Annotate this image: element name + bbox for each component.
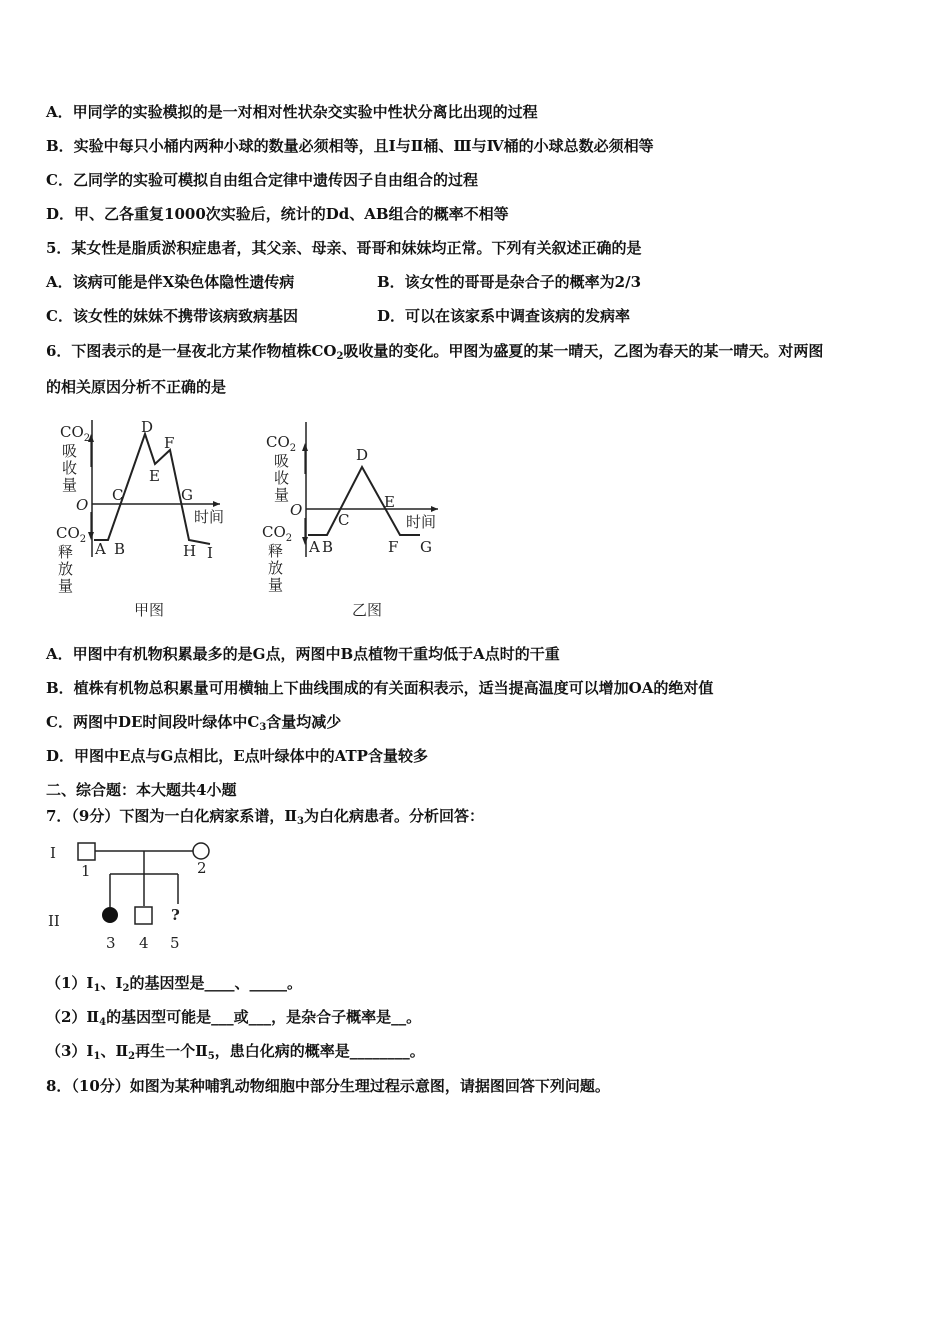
yi-co2-label: $CO_2$ [266, 433, 297, 454]
q6-stem-line1: 6．下图表示的是一昼夜北方某作物植株$CO_2$吸收量的变化。甲图为盛夏的某一晴天，乙图为春天的某一晴天。对两图 [46, 342, 824, 362]
q5-option-a: A．该病可能是伴X染色体隐性遗传病 [46, 273, 295, 291]
jia-point-e: E [149, 467, 160, 485]
jia-point-g: G [181, 486, 193, 504]
yi-release-char: 释 [268, 542, 284, 560]
yi-point-c: C [338, 511, 350, 529]
q5-stem: 5．某女性是脂质淤积症患者，其父亲、母亲、哥哥和妹妹均正常。下列有关叙述正确的是 [46, 239, 642, 257]
jia-release-char: 释 [58, 543, 74, 561]
q5-option-c: C．该女性的妹妹不携带该病致病基因 [46, 307, 298, 325]
q6-stem-line2: 的相关原因分析不正确的是 [46, 378, 227, 396]
yi-caption: 乙图 [352, 601, 383, 619]
individual-2-number: 2 [197, 859, 207, 877]
yi-point-d: D [356, 446, 369, 464]
unknown-5-symbol: ? [171, 906, 180, 924]
jia-absorb-char: 吸 [62, 442, 78, 460]
yi-absorb-char: 吸 [274, 452, 290, 470]
male-1-symbol [78, 843, 95, 860]
yi-point-f: F [388, 538, 399, 556]
q5-option-b: B．该女性的哥哥是杂合子的概率为2/3 [377, 273, 642, 291]
q7-subquestion-2: $(2)Ⅱ_4$的基因型可能是___或___，是杂合子概率是__。 [46, 1008, 422, 1028]
yi-origin: O [290, 501, 303, 519]
jia-caption: 甲图 [134, 601, 165, 619]
jia-release-char: 量 [58, 577, 74, 595]
co2-graphs-figure [50, 412, 450, 627]
individual-4-number: 4 [139, 934, 149, 952]
individual-1-number: 1 [81, 862, 91, 880]
jia-point-d: D [141, 418, 154, 436]
jia-point-c: C [112, 486, 124, 504]
jia-co2-label: $CO_2$ [60, 423, 91, 444]
section-heading: 二、综合题：本大题共4小题 [46, 781, 237, 799]
male-4-symbol [135, 907, 152, 924]
graph-yi [262, 422, 438, 619]
jia-absorb-char: 量 [62, 476, 78, 494]
q5-option-d: D．可以在该家系中调查该病的发病率 [377, 307, 631, 325]
jia-co2-release-label: $CO_2$ [56, 524, 87, 545]
female-2-symbol [193, 843, 209, 859]
graph-jia [56, 418, 224, 619]
q6-option-a: A．甲图中有机物积累最多的是G点，两图中B点植物干重均低于A点时的干重 [46, 645, 560, 663]
gen-2-label: II [48, 912, 60, 930]
q4-option-b: B．实验中每只小桶内两种小球的数量必须相等，且Ⅰ与Ⅱ桶、Ⅲ与Ⅳ桶的小球总数必须相等 [46, 137, 654, 155]
q8-stem: 8．（10分）如图为某种哺乳动物细胞中部分生理过程示意图，请据图回答下列问题。 [46, 1077, 610, 1095]
yi-absorb-char: 收 [274, 469, 290, 487]
jia-point-h: H [183, 542, 197, 560]
jia-origin: O [76, 496, 89, 514]
q6-option-c: C．两图中DE时间段叶绿体中$C_3$含量均减少 [46, 713, 342, 733]
jia-release-char: 放 [58, 560, 74, 578]
pedigree-chart [40, 836, 230, 958]
q4-option-a: A．甲同学的实验模拟的是一对相对性状杂交实验中性状分离比出现的过程 [46, 103, 538, 121]
yi-point-g: G [420, 538, 432, 556]
q6-option-b: B．植株有机物总积累量可用横轴上下曲线围成的有关面积表示，适当提高温度可以增加OA的绝对值 [46, 679, 714, 697]
jia-point-i: I [207, 544, 213, 562]
q7-subquestion-1: $(1)Ⅰ_1$、$Ⅰ_2$的基因型是____、_____。 [46, 974, 302, 994]
jia-point-f: F [164, 434, 175, 452]
q6-option-d: D．甲图中E点与G点相比，E点叶绿体中的ATP含量较多 [46, 747, 428, 765]
jia-time-label: 时间 [194, 508, 225, 526]
yi-release-char: 放 [268, 559, 284, 577]
jia-absorb-char: 收 [62, 459, 78, 477]
q4-option-d: D．甲、乙各重复1000次实验后，统计的Dd、AB组合的概率不相等 [46, 205, 509, 223]
q4-option-c: C．乙同学的实验可模拟自由组合定律中遗传因子自由组合的过程 [46, 171, 478, 189]
gen-1-label: I [50, 844, 56, 862]
yi-point-e: E [384, 493, 395, 511]
individual-5-number: 5 [170, 934, 180, 952]
yi-point-a: A [309, 538, 320, 556]
affected-female-3-symbol [102, 907, 118, 923]
yi-absorb-char: 量 [274, 486, 290, 504]
yi-release-char: 量 [268, 576, 284, 594]
yi-co2-release-label: $CO_2$ [262, 523, 293, 544]
jia-point-a: A [95, 540, 106, 558]
individual-3-number: 3 [106, 934, 116, 952]
jia-point-b: B [114, 540, 126, 558]
yi-time-label: 时间 [406, 513, 437, 531]
q7-subquestion-3: $(3)Ⅰ_1$、$Ⅱ_2$再生一个$Ⅱ_5$，患白化病的概率是________。 [46, 1042, 425, 1062]
q7-stem: 7．（9分）下图为一白化病家系谱，$Ⅱ_3$为白化病患者。分析回答： [46, 807, 485, 827]
yi-point-b: B [322, 538, 334, 556]
